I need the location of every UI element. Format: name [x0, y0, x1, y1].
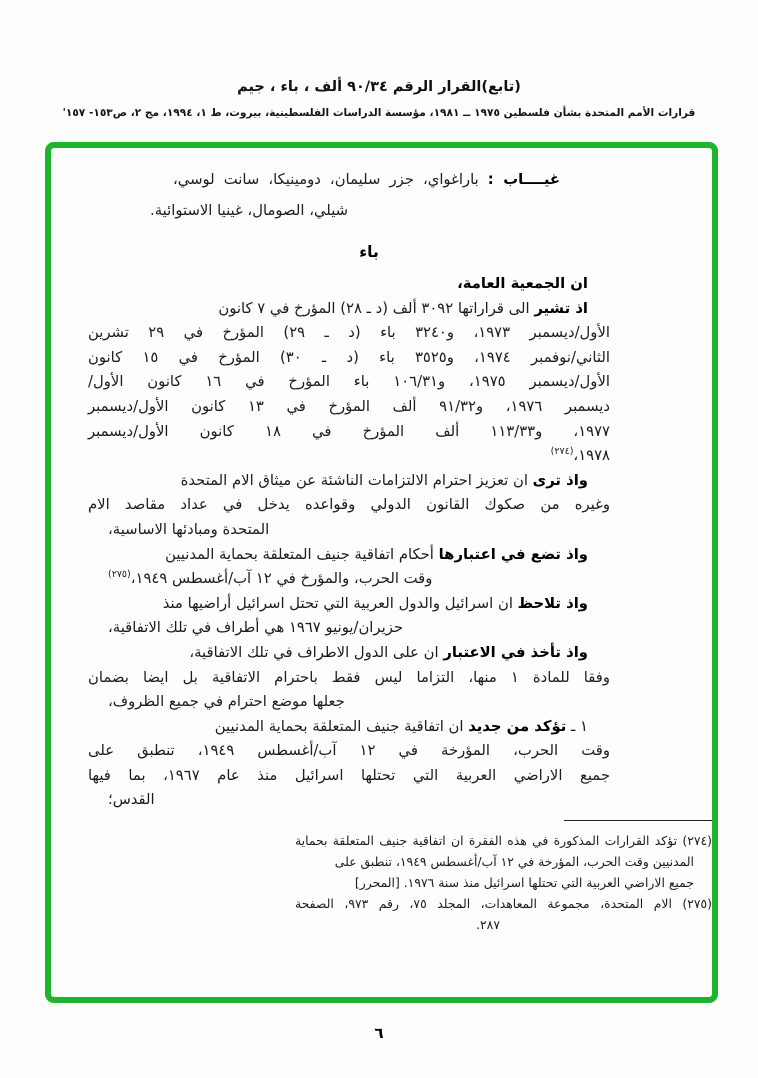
footnote-274-line: المدنيين وقت الحرب، المؤرخة في ١٢ آب/أغسطس ١٩٤٩، تنطبق على — [334, 854, 694, 869]
main-text-column — [88, 164, 610, 813]
resolution-title: (تابع)القرار الرقم ٩٠/٣٤ ألف ، باء ، جيم — [237, 79, 521, 95]
body-line — [88, 641, 610, 666]
line-text: ان على الدول الاطراف في تلك الاتفاقية، — [189, 643, 444, 661]
body-line — [88, 395, 610, 420]
body-line — [88, 321, 610, 346]
body-line — [88, 616, 610, 641]
line-lead: واذ تضع في اعتبارها — [438, 545, 588, 563]
body-line — [88, 370, 610, 395]
body-line — [88, 420, 610, 445]
line-text: ان اتفاقية جنيف المتعلقة بحماية المدنيين — [214, 717, 469, 735]
body-line — [88, 739, 610, 764]
section-heading-baa: باء — [359, 243, 379, 261]
body-line — [88, 444, 610, 469]
footnote-ref-274: (٢٧٤) — [550, 446, 574, 458]
body-line — [88, 346, 610, 371]
line-pre: ١ ـ — [566, 717, 588, 735]
line-text: ان تعزيز احترام الالتزامات الناشئة عن ميثاق الام المتحدة — [180, 471, 533, 489]
page-number: ٦ — [374, 1024, 384, 1042]
footnote-separator — [564, 820, 712, 821]
body-line — [88, 469, 610, 494]
line-text: ١٩٧٧، و١١٣/٣٣ ألف المؤرخ في ١٨ كانون الأول/ديسمبر — [88, 422, 610, 440]
line-text: حزيران/يونيو ١٩٦٧ هي أطراف في تلك الاتفاقية، — [108, 619, 404, 637]
line-text: الأول/ديسمبر ١٩٧٣، و٣٢٤٠ باء (د ـ ٢٩) المؤرخ في ٢٩ تشرين — [88, 324, 610, 342]
body-line — [88, 518, 610, 543]
line-text: وقت الحرب، المؤرخة في ١٢ آب/أغسطس ١٩٤٩، تنطبق على — [88, 742, 610, 760]
body-line — [88, 715, 610, 740]
line-text: جميع الاراضي العربية التي تحتلها اسرائيل منذ عام ١٩٦٧، بما فيها — [88, 766, 610, 784]
footnote-ref-275: (٢٧٥) — [108, 569, 131, 581]
line-lead: واذ تأخذ في الاعتبار — [443, 643, 588, 661]
line-text: الى قراراتها ٣٠٩٢ ألف (د ـ ٢٨) المؤرخ في ٧ كانون — [218, 299, 535, 317]
line-text: جعلها موضع احترام في جميع الظروف، — [108, 693, 345, 711]
body-line — [88, 272, 610, 297]
line-text: المتحدة ومبادئها الاساسية، — [108, 520, 270, 538]
absence-text-1: باراغواي، جزر سليمان، دومينيكا، سانت لوسي، — [173, 171, 488, 188]
body-line — [88, 666, 610, 691]
line-lead: واذ تلاحظ — [517, 594, 588, 612]
absence-line-2: شيلي، الصومال، غينيا الاستوائية. — [150, 202, 349, 219]
line-text: الثاني/نوفمبر ١٩٧٤، و٣٥٢٥ باء (د ـ ٣٠) المؤرخ في ١٥ كانون — [88, 348, 611, 366]
footnotes-block — [295, 820, 712, 935]
line-text: أحكام اتفاقية جنيف المتعلقة بحماية المدنيين — [165, 545, 439, 563]
line-lead: تؤكد من جديد — [468, 717, 567, 735]
body-line — [88, 543, 610, 568]
body-line — [88, 493, 610, 518]
line-text: ان اسرائيل والدول العربية التي تحتل اسرائيل أراضيها منذ — [162, 594, 518, 612]
line-text: الأول/ديسمبر ١٩٧٥، و١٠٦/٣١ باء المؤرخ في ١٦ كانون الأول/ — [88, 373, 610, 391]
line-text: وفقا للمادة ١ منها، التزاما ليس فقط باحترام الاتفاقية بل ايضا بضمان — [88, 668, 610, 686]
footnote-274-line: (٢٧٤) تؤكد القرارات المذكورة في هذه الفقرة ان اتفاقية جنيف المتعلقة بحماية — [295, 833, 712, 848]
line-text: ديسمبر ١٩٧٦، و٩١/٣٢ ألف المؤرخ في ١٣ كانون الأول/ديسمبر — [88, 397, 611, 415]
absence-label: غيــــاب : — [487, 171, 560, 188]
absence-line-1 — [88, 164, 610, 195]
body-line — [88, 764, 610, 789]
line-text: وقت الحرب، والمؤرخ في ١٢ آب/أغسطس ١٩٤٩، — [130, 570, 433, 588]
body-line — [88, 567, 610, 592]
line-lead: واذ ترى — [532, 471, 588, 489]
source-citation: قرارات الأمم المتحدة بشأن فلسطين ١٩٧٥ ــ ١٩٨١، مؤسسة الدراسات الفلسطينية، بيروت، ط ١، ١٩٩٤، مج ٢، ص١٥٣- ١٥٧' — [62, 107, 696, 119]
line-lead: ان الجمعية العامة، — [457, 275, 588, 292]
line-text: وغيره من صكوك القانون الدولي وقواعده يدخل في عداد مقاصد الام — [88, 496, 610, 514]
footnote-274-line: جميع الاراضي العربية التي تحتلها اسرائيل منذ سنة ١٩٧٦. [المحرر] — [354, 875, 694, 890]
body-line — [88, 592, 610, 617]
line-text: ١٩٧٨، — [573, 447, 610, 465]
body-line — [88, 690, 610, 715]
body-line — [88, 788, 610, 813]
body-line — [88, 297, 610, 322]
line-lead: اذ تشير — [534, 299, 588, 317]
footnote-275-line: (٢٧٥) الام المتحدة، مجموعة المعاهدات، المجلد ٧٥، رقم ٩٧٣، الصفحة — [295, 896, 713, 911]
line-text: القدس؛ — [108, 791, 155, 809]
footnote-275-line: ٢٨٧. — [476, 917, 500, 932]
